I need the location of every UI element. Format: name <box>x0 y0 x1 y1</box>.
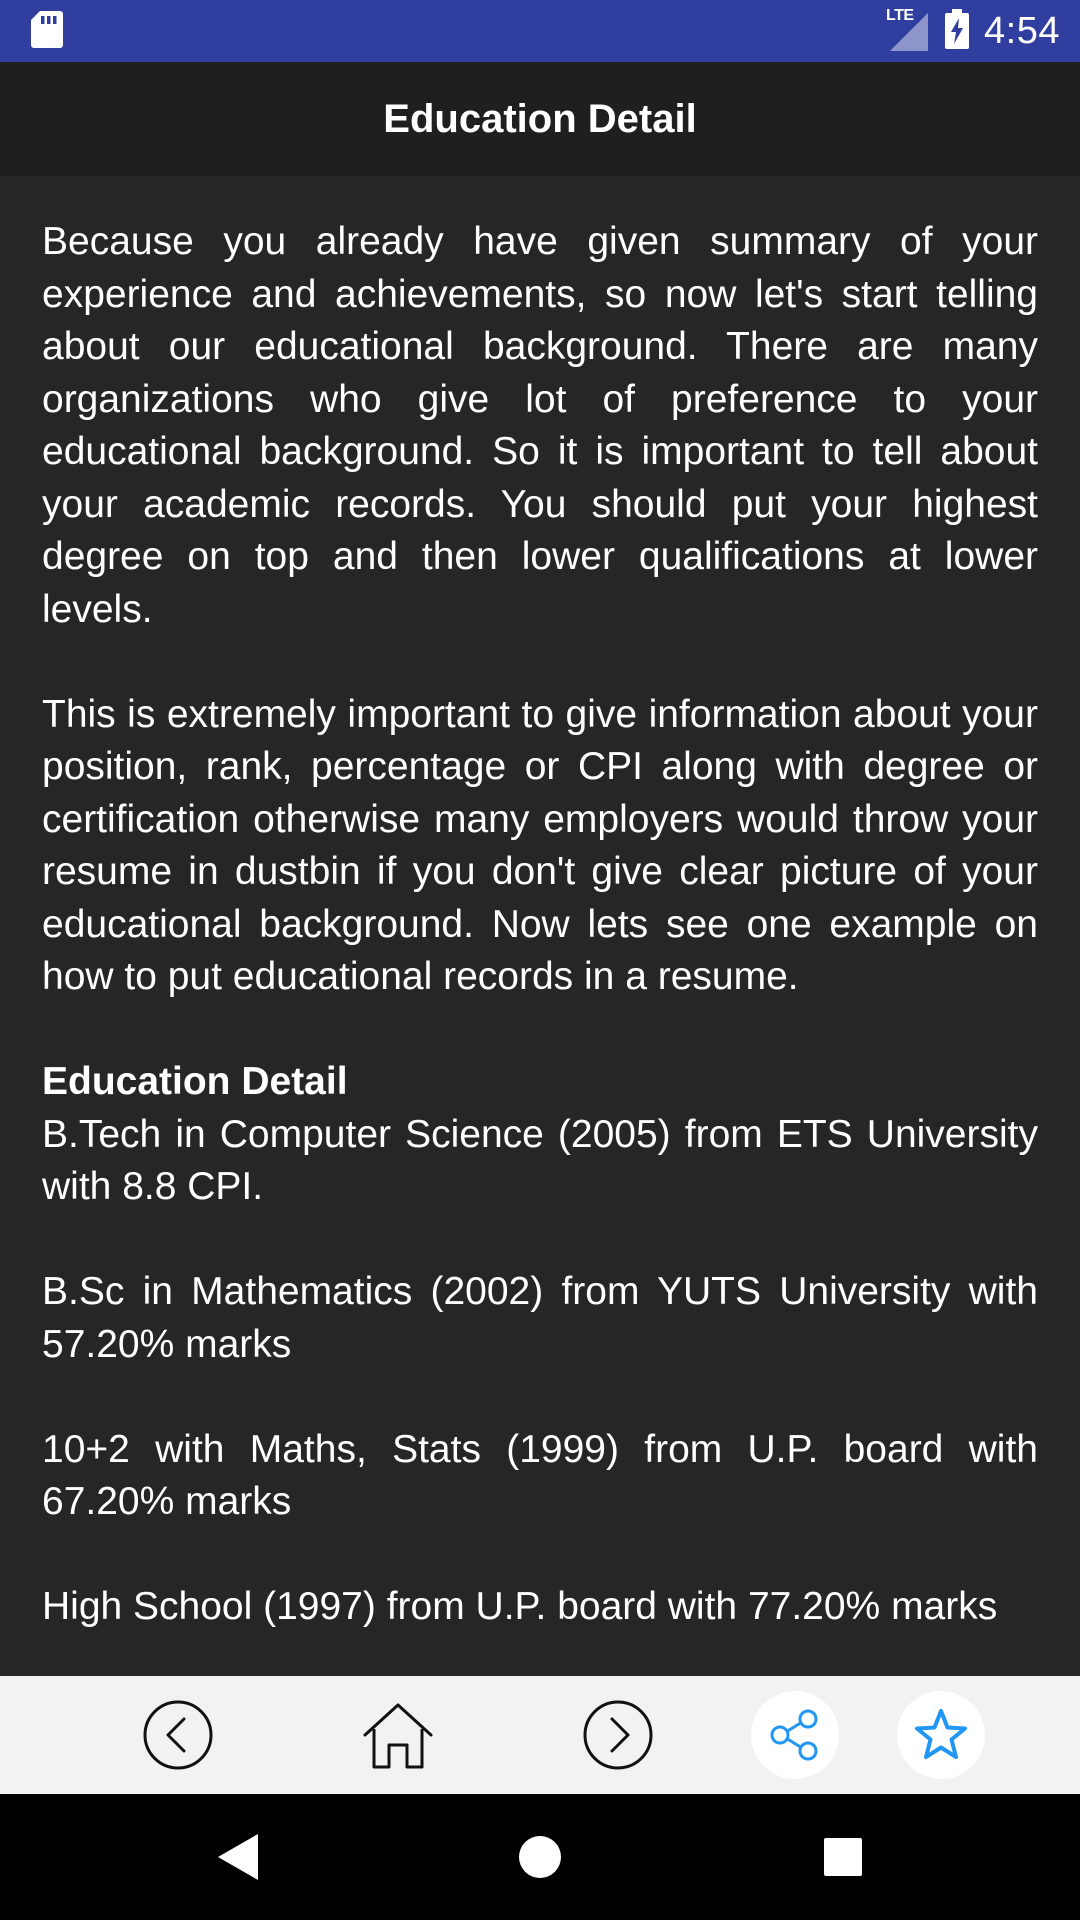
page-title: Education Detail <box>383 96 697 141</box>
back-triangle-icon <box>214 1832 260 1882</box>
example-entry: B.Sc in Mathematics (2002) from YUTS University with 57.20% marks <box>42 1270 1038 1366</box>
chevron-right-circle-icon <box>582 1699 654 1771</box>
share-icon <box>767 1707 823 1763</box>
home-circle-icon <box>517 1834 563 1880</box>
sd-card-icon <box>30 9 64 54</box>
example-heading: Education Detail <box>42 1060 348 1103</box>
intro-paragraph: Because you already have given summary of your experience and achievements, so now let's start telling about our educational background. There are many organizations who give lot of preference to your educational background. So it is important to tell about your academic records. You should put your highest degree on top and then lower qualifications at lower levels. <box>42 220 1038 631</box>
network-type-label: LTE <box>886 7 914 24</box>
system-navigation-bar <box>0 1794 1080 1920</box>
clock: 4:54 <box>984 9 1060 52</box>
chevron-left-circle-icon <box>142 1699 214 1771</box>
star-icon <box>913 1707 969 1763</box>
example-entry: High School (1997) from U.P. board with 77.20% marks <box>42 1585 998 1628</box>
importance-paragraph: This is extremely important to give information about your position, rank, percentage or CPI along with degree or certification otherwise many employers would throw your resume in dustbin if you don't give clear picture of your educational background. Now lets see one example on how to put educational records in a resume. <box>42 692 1038 998</box>
home-button[interactable] <box>354 1691 442 1779</box>
home-icon <box>360 1699 436 1771</box>
status-icons <box>886 9 1060 54</box>
recents-square-icon <box>822 1836 864 1878</box>
example-entry: 10+2 with Maths, Stats (1999) from U.P. board with 67.20% marks <box>42 1427 1038 1523</box>
recents-button[interactable] <box>808 1822 878 1892</box>
example-entry: B.Tech in Computer Science (2005) from ETS University with 8.8 CPI. <box>42 1112 1038 1208</box>
previous-button[interactable] <box>134 1691 222 1779</box>
app-bar <box>0 62 1080 176</box>
share-button[interactable] <box>751 1691 839 1779</box>
article-content[interactable] <box>0 176 1080 1676</box>
bottom-toolbar <box>0 1676 1080 1794</box>
next-button[interactable] <box>574 1691 662 1779</box>
back-button[interactable] <box>202 1822 272 1892</box>
status-bar <box>0 0 1080 62</box>
signal-icon <box>886 9 930 53</box>
battery-charging-icon <box>944 9 970 54</box>
home-nav-button[interactable] <box>505 1822 575 1892</box>
favorite-button[interactable] <box>897 1691 985 1779</box>
